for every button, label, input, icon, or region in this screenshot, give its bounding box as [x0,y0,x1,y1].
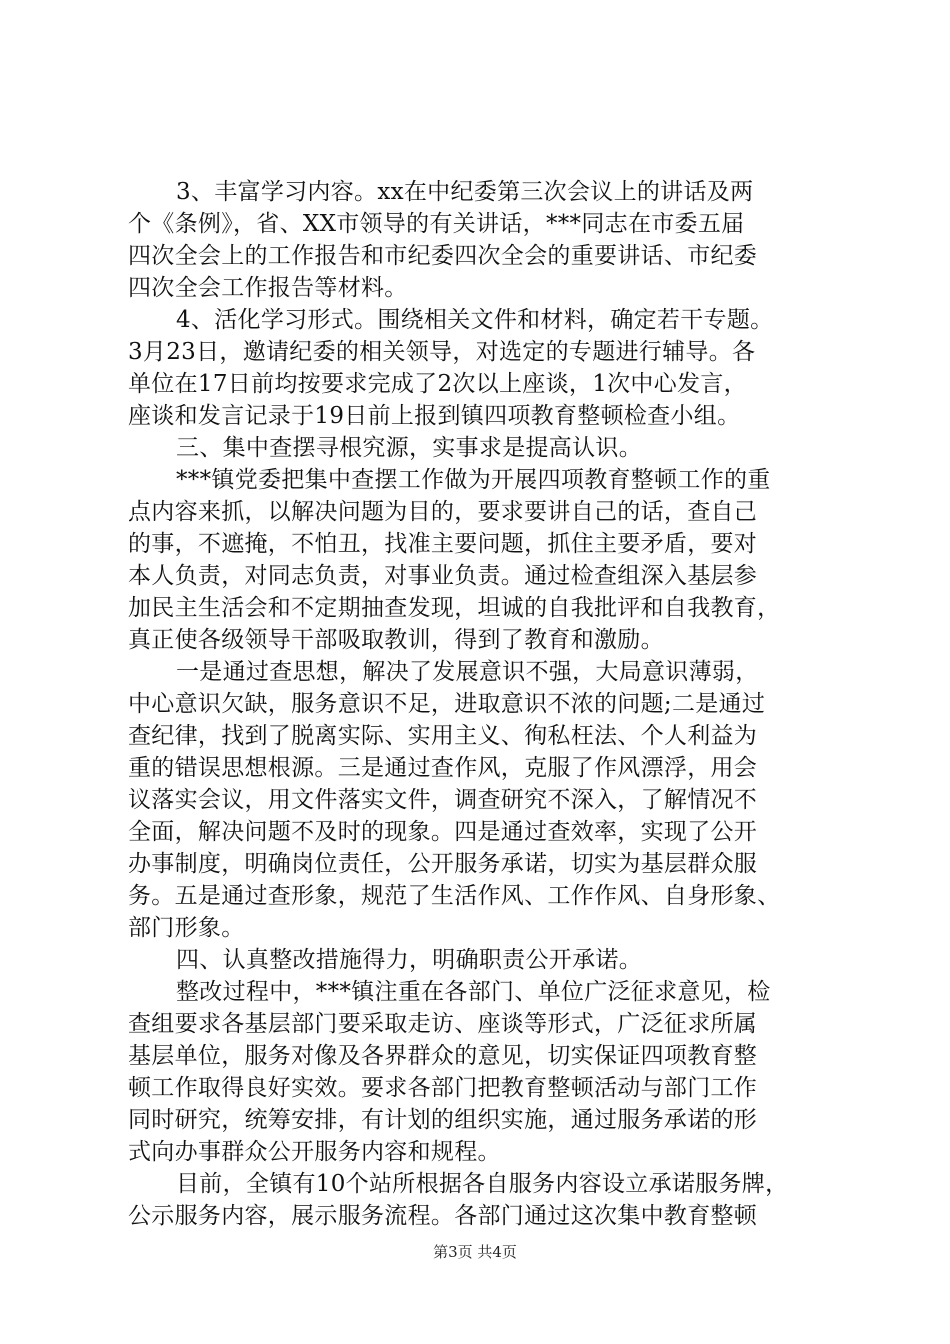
text-line: 本人负责，对同志负责，对事业负责。通过检查组深入基层参 [128,563,758,589]
text-line: 的事，不遮掩，不怕丑，找准主要问题，抓住主要矛盾，要对 [128,531,758,557]
text-line: 四次全会工作报告等材料。 [128,275,408,301]
text-line: 公示服务内容，展示服务流程。各部门通过这次集中教育整顿 [128,1203,758,1229]
text-line: 部门形象。 [128,915,245,941]
page-footer: 第3页 共4页 [433,1243,517,1261]
text-line: 基层单位，服务对像及各界群众的意见，切实保证四项教育整 [128,1043,758,1069]
text-line: 点内容来抓，以解决问题为目的，要求要讲自己的话，查自己 [128,499,758,525]
text-line: 3月23日，邀请纪委的相关领导，对选定的专题进行辅导。各 [128,339,756,365]
text-line: 查组要求各基层部门要采取走访、座谈等形式，广泛征求所属 [128,1011,758,1037]
text-line: ***镇党委把集中查摆工作做为开展四项教育整顿工作的重 [176,467,771,493]
text-line: 中心意识欠缺，服务意识不足，进取意识不浓的问题;二是通过 [128,691,766,717]
text-line: 4、活化学习形式。围绕相关文件和材料，确定若干专题。 [176,307,774,333]
text-line: 议落实会议，用文件落实文件，调查研究不深入，了解情况不 [128,787,758,813]
document-body [128,176,828,1232]
text-line: 查纪律，找到了脱离实际、实用主义、徇私枉法、个人利益为 [128,723,758,749]
text-line: 务。五是通过查形象，规范了生活作风、工作作风、自身形象、 [128,883,781,909]
text-line: 全面，解决问题不及时的现象。四是通过查效率，实现了公开 [128,819,758,845]
text-line: 顿工作取得良好实效。要求各部门把教育整顿活动与部门工作 [128,1075,758,1101]
text-line: 个《条例》，省、XX市领导的有关讲话，***同志在市委五届 [128,211,745,237]
text-line: 3、丰富学习内容。xx在中纪委第三次会议上的讲话及两 [176,179,754,205]
text-line: 同时研究，统筹安排，有计划的组织实施，通过服务承诺的形 [128,1107,758,1133]
text-line: 三、集中查摆寻根究源，实事求是提高认识。 [176,435,642,461]
text-line: 式向办事群众公开服务内容和规程。 [128,1139,501,1165]
text-line: 加民主生活会和不定期抽查发现，坦诚的自我批评和自我教育， [128,595,781,621]
text-line: 重的错误思想根源。三是通过查作风，克服了作风漂浮，用会 [128,755,758,781]
text-line: 真正使各级领导干部吸取教训，得到了教育和激励。 [128,627,664,653]
text-line: 整改过程中，***镇注重在各部门、单位广泛征求意见，检 [176,979,771,1005]
text-line: 单位在17日前均按要求完成了2次以上座谈，1次中心发言， [128,371,747,397]
text-line: 办事制度，明确岗位责任，公开服务承诺，切实为基层群众服 [128,851,758,877]
text-line: 座谈和发言记录于19日前上报到镇四项教育整顿检查小组。 [128,403,741,429]
text-line: 一是通过查思想，解决了发展意识不强，大局意识薄弱， [176,659,759,685]
text-line: 目前，全镇有10个站所根据各自服务内容设立承诺服务牌， [176,1171,789,1197]
text-line: 四次全会上的工作报告和市纪委四次全会的重要讲话、市纪委 [128,243,758,269]
text-line: 四、认真整改措施得力，明确职责公开承诺。 [176,947,642,973]
